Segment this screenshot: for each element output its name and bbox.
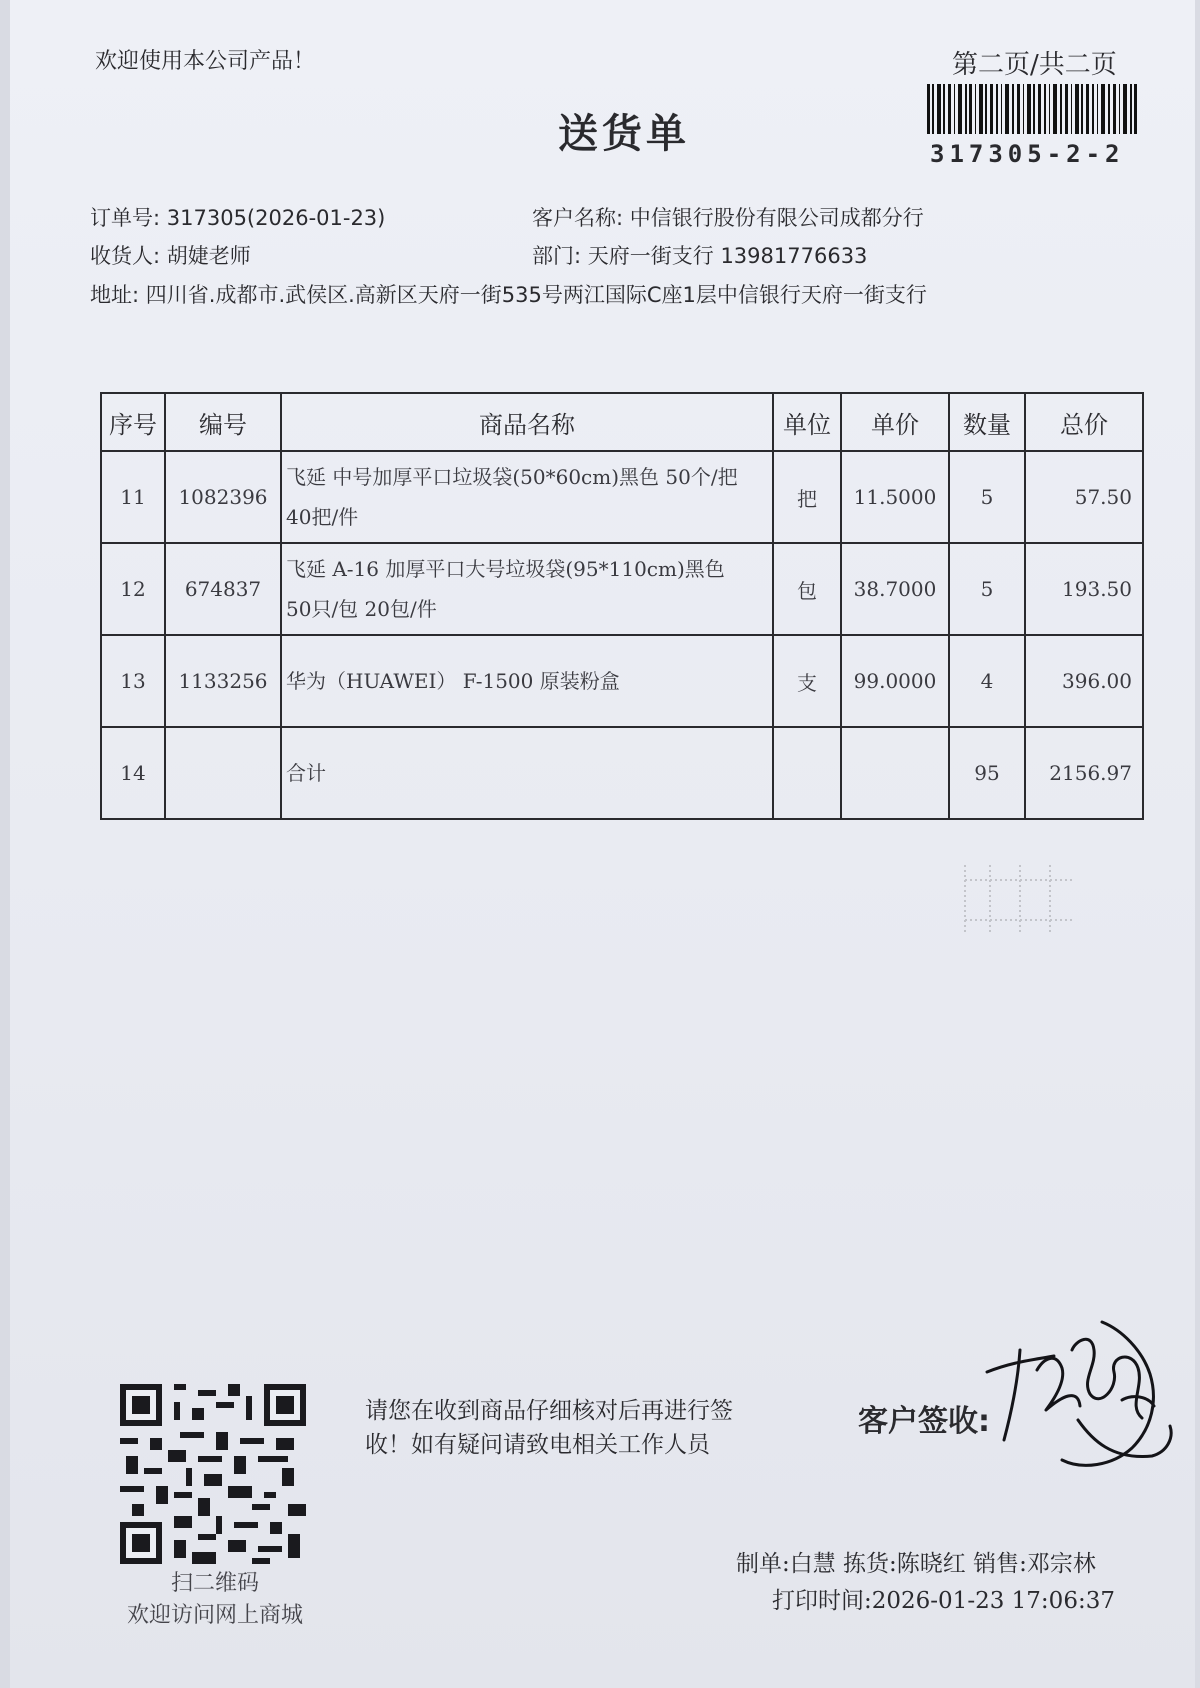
- cell-code: 1082396: [165, 451, 281, 543]
- header-code: 编号: [165, 393, 281, 451]
- cell-unit-price: 11.5000: [841, 451, 949, 543]
- barcode-number: 317305-2-2: [930, 140, 1125, 168]
- customer-name: [532, 202, 924, 232]
- cell-code: 1133256: [165, 635, 281, 727]
- cell-unit: 支: [773, 635, 841, 727]
- qr-caption-line1: 扫二维码: [170, 1571, 259, 1596]
- header-product-name: 商品名称: [281, 393, 773, 451]
- delivery-note-sheet: [10, 0, 1195, 1688]
- cell-total: 57.50: [1025, 451, 1143, 543]
- cell-code: 674837: [165, 543, 281, 635]
- department: [532, 240, 867, 270]
- product-name-line2: 40把/件: [286, 505, 359, 529]
- customer-name-value: 中信银行股份有限公司成都分行: [629, 206, 924, 230]
- qr-caption: [100, 1568, 330, 1632]
- table-row-total: [101, 727, 1143, 819]
- table-row: [101, 543, 1143, 635]
- qr-caption-line2: 欢迎访问网上商城: [126, 1603, 303, 1628]
- cell-unit-price: [841, 727, 949, 819]
- customer-sign-label: 客户签收:: [858, 1404, 990, 1439]
- cell-unit-price: 38.7000: [841, 543, 949, 635]
- receiver: [90, 240, 251, 270]
- cell-quantity: 5: [949, 543, 1025, 635]
- cell-unit: [773, 727, 841, 819]
- table-row: [101, 451, 1143, 543]
- cell-unit: 把: [773, 451, 841, 543]
- check-notice: [365, 1394, 785, 1462]
- print-time: 打印时间:2026-01-23 17:06:37: [772, 1588, 1115, 1614]
- address-label: 地址:: [90, 283, 140, 307]
- cell-seq: 14: [101, 727, 165, 819]
- address: [90, 279, 927, 309]
- department-label: 部门:: [532, 244, 582, 268]
- order-number-label: 订单号:: [90, 206, 161, 230]
- header-seq: 序号: [101, 393, 165, 451]
- order-number: [90, 202, 385, 232]
- barcode-icon: [927, 84, 1137, 134]
- address-value: 四川省.成都市.武侯区.高新区天府一街535号两江国际C座1层中信银行天府一街支行: [145, 283, 927, 307]
- product-name-line2: 50只/包 20包/件: [286, 597, 437, 621]
- welcome-text: 欢迎使用本公司产品！: [95, 49, 316, 74]
- items-table: [100, 392, 1144, 820]
- table-header-row: [101, 393, 1143, 451]
- cell-seq: 13: [101, 635, 165, 727]
- page-indicator: 第二页/共二页: [952, 50, 1117, 80]
- header-unit-price: 单价: [841, 393, 949, 451]
- customer-name-label: 客户名称:: [532, 206, 624, 230]
- staff-info: 制单:白慧 拣货:陈晓红 销售:邓宗林: [736, 1551, 1096, 1577]
- qr-code-icon: [120, 1384, 306, 1564]
- header-unit: 单位: [773, 393, 841, 451]
- cell-total: 193.50: [1025, 543, 1143, 635]
- cell-total-label: 合计: [281, 727, 773, 819]
- handwritten-signature: [982, 1310, 1182, 1486]
- product-name-line1: 飞延 中号加厚平口垃圾袋(50*60cm)黑色 50个/把: [286, 465, 738, 489]
- cell-unit-price: 99.0000: [841, 635, 949, 727]
- header-total: 总价: [1025, 393, 1143, 451]
- product-name-line1: 华为（HUAWEI） F-1500 原装粉盒: [286, 669, 620, 693]
- cell-product-name: [281, 543, 773, 635]
- cell-product-name: [281, 635, 773, 727]
- faint-stamp-mark: [960, 860, 1080, 940]
- department-value: 天府一街支行 13981776633: [587, 244, 868, 268]
- cell-unit: 包: [773, 543, 841, 635]
- document-title: 送货单: [558, 111, 690, 157]
- notice-line2: 收！如有疑问请致电相关工作人员: [365, 1432, 710, 1458]
- header-quantity: 数量: [949, 393, 1025, 451]
- cell-quantity: 4: [949, 635, 1025, 727]
- cell-seq: 11: [101, 451, 165, 543]
- cell-grand-total: 2156.97: [1025, 727, 1143, 819]
- cell-code: [165, 727, 281, 819]
- notice-line1: 请您在收到商品仔细核对后再进行签: [365, 1398, 733, 1424]
- order-number-value: 317305(2026-01-23): [166, 206, 386, 230]
- cell-product-name: [281, 451, 773, 543]
- cell-quantity-sum: 95: [949, 727, 1025, 819]
- cell-seq: 12: [101, 543, 165, 635]
- receiver-value: 胡婕老师: [166, 244, 251, 268]
- cell-quantity: 5: [949, 451, 1025, 543]
- table-row: [101, 635, 1143, 727]
- product-name-line1: 飞延 A-16 加厚平口大号垃圾袋(95*110cm)黑色: [286, 557, 725, 581]
- receiver-label: 收货人:: [90, 244, 161, 268]
- cell-total: 396.00: [1025, 635, 1143, 727]
